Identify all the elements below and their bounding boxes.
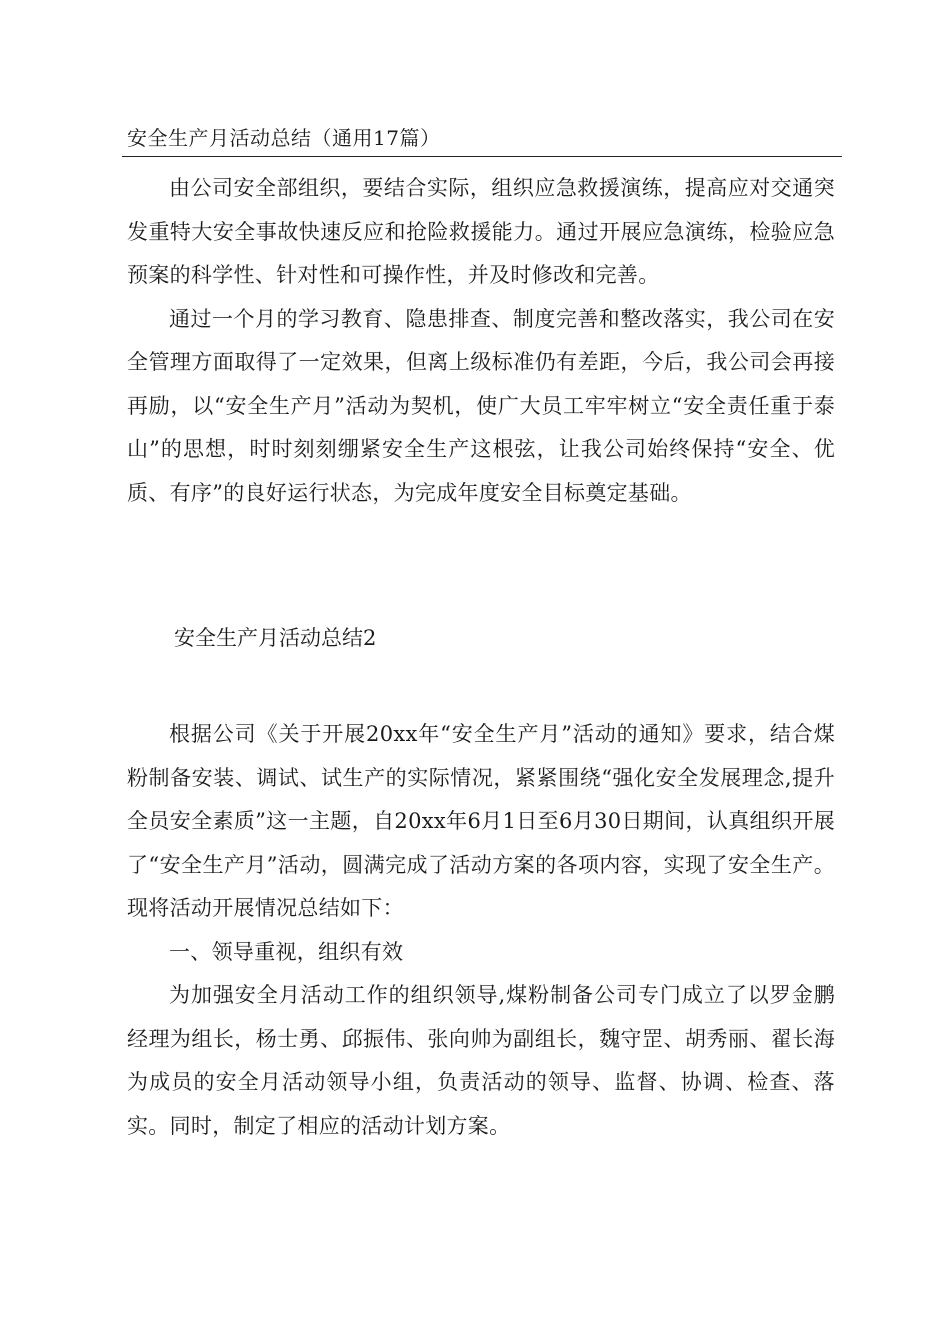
section1-body [127, 167, 835, 515]
section2-intro-paragraph: 根据公司《关于开展20xx年“安全生产月”活动的通知》要求，结合煤粉制备安装、调试、试生产的实际情况，紧紧围绕“强化安全发展理念,提升全员安全素质”这一主题，自20xx年6月1日至6月30日期间，认真组织开展了“安全生产月”活动，圆满完成了活动方案的各项内容，实现了安全生产。现将活动开展情况总结如下： [127, 722, 835, 920]
section2-subheading: 一、领导重视，组织有效 [169, 939, 404, 964]
section2-heading: 安全生产月活动总结2 [174, 626, 377, 650]
section2-body [127, 713, 835, 1148]
header-divider [122, 156, 842, 157]
section1-paragraph-2: 通过一个月的学习教育、隐患排查、制度完善和整改落实，我公司在安全管理方面取得了一定效果，但离上级标准仍有差距，今后，我公司会再接再励，以“安全生产月”活动为契机，使广大员工牢牢树立“安全责任重于泰山”的思想，时时刻刻绷紧安全生产这根弦，让我公司始终保持“安全、优质、有序”的良好运行状态，为完成年度安全目标奠定基础。 [127, 306, 835, 505]
section2-body-paragraph: 为加强安全月活动工作的组织领导,煤粉制备公司专门成立了以罗金鹏经理为组长，杨士勇、邱振伟、张向帅为副组长，魏守罡、胡秀丽、翟长海为成员的安全月活动领导小组，负责活动的领导、监督、协调、检查、落实。同时，制定了相应的活动计划方案。 [127, 983, 835, 1138]
section1-paragraph-1: 由公司安全部组织，要结合实际，组织应急救援演练，提高应对交通突发重特大安全事故快速反应和抢险救援能力。通过开展应急演练，检验应急预案的科学性、针对性和可操作性，并及时修改和完善。 [127, 176, 835, 287]
document-header-title: 安全生产月活动总结（通用17篇） [127, 126, 441, 150]
